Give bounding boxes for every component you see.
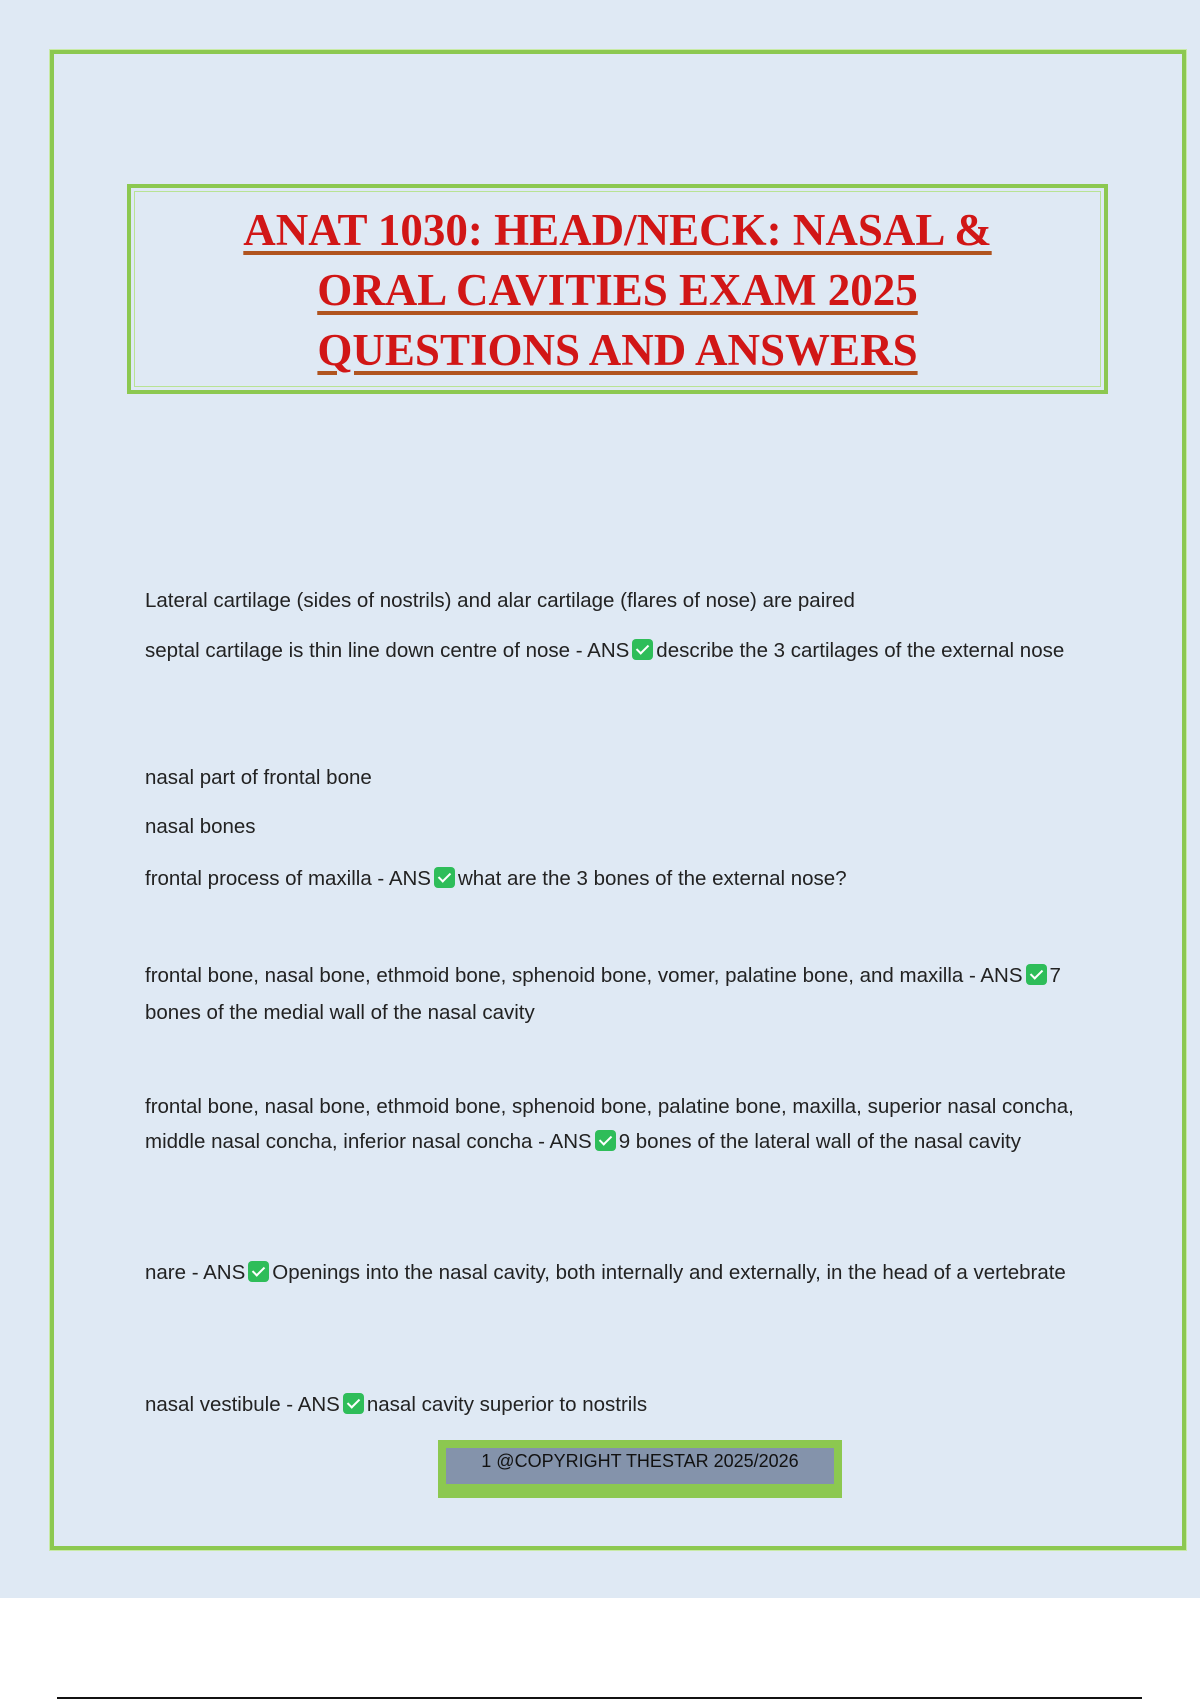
copyright-text: 1 @COPYRIGHT THESTAR 2025/2026: [446, 1448, 834, 1484]
checkmark-icon: [248, 1261, 269, 1282]
answer-text: nasal vestibule - ANS: [145, 1393, 340, 1416]
footer-box: [438, 1440, 842, 1498]
qa-entry: [145, 761, 1075, 794]
answer-text: frontal bone, nasal bone, ethmoid bone, sphenoid bone, vomer, palatine bone, and maxilla - ANS: [145, 964, 1023, 987]
checkmark-icon: [1026, 964, 1047, 985]
qa-entry: [145, 810, 1075, 843]
title-line: ORAL CAVITIES EXAM 2025: [317, 265, 918, 315]
question-text: what are the 3 bones of the external nose?: [457, 867, 847, 890]
title-line: QUESTIONS AND ANSWERS: [317, 325, 918, 375]
question-text: nasal cavity superior to nostrils: [366, 1393, 648, 1416]
title-box: [127, 184, 1108, 394]
answer-text: frontal process of maxilla - ANS: [145, 867, 431, 890]
question-text: 7 bones of the medial wall of the nasal cavity: [145, 964, 1061, 1024]
qa-entry: [145, 1256, 1075, 1289]
title-line: ANAT 1030: HEAD/NECK: NASAL &: [243, 205, 992, 255]
checkmark-icon: [434, 867, 455, 888]
checkmark-icon: [632, 639, 653, 660]
bottom-rule: [57, 1697, 1142, 1699]
qa-entry: [145, 634, 1075, 667]
entry-text: nasal bones: [145, 815, 256, 838]
question-text: Openings into the nasal cavity, both internally and externally, in the head of a vertebrate: [272, 1261, 1066, 1284]
checkmark-icon: [595, 1130, 616, 1151]
qa-entry: [145, 584, 1075, 617]
qa-entry: [145, 862, 1075, 895]
question-text: describe the 3 cartilages of the external nose: [656, 639, 1065, 662]
entry-text: Lateral cartilage (sides of nostrils) and alar cartilage (flares of nose) are paired: [145, 589, 855, 612]
qa-entry: [145, 1388, 1075, 1421]
checkmark-icon: [343, 1393, 364, 1414]
answer-text: septal cartilage is thin line down centre of nose - ANS: [145, 639, 630, 662]
entry-text: nasal part of frontal bone: [145, 766, 372, 789]
document-title: [131, 200, 1104, 380]
answer-text: nare - ANS: [145, 1261, 246, 1284]
qa-entry: [145, 1089, 1075, 1159]
answer-text: frontal bone, nasal bone, ethmoid bone, sphenoid bone, palatine bone, maxilla, superior nasal concha, middle nasal concha, inferior nasal concha - ANS: [145, 1095, 1074, 1153]
question-text: 9 bones of the lateral wall of the nasal cavity: [618, 1130, 1021, 1153]
qa-entry: [145, 957, 1075, 1031]
